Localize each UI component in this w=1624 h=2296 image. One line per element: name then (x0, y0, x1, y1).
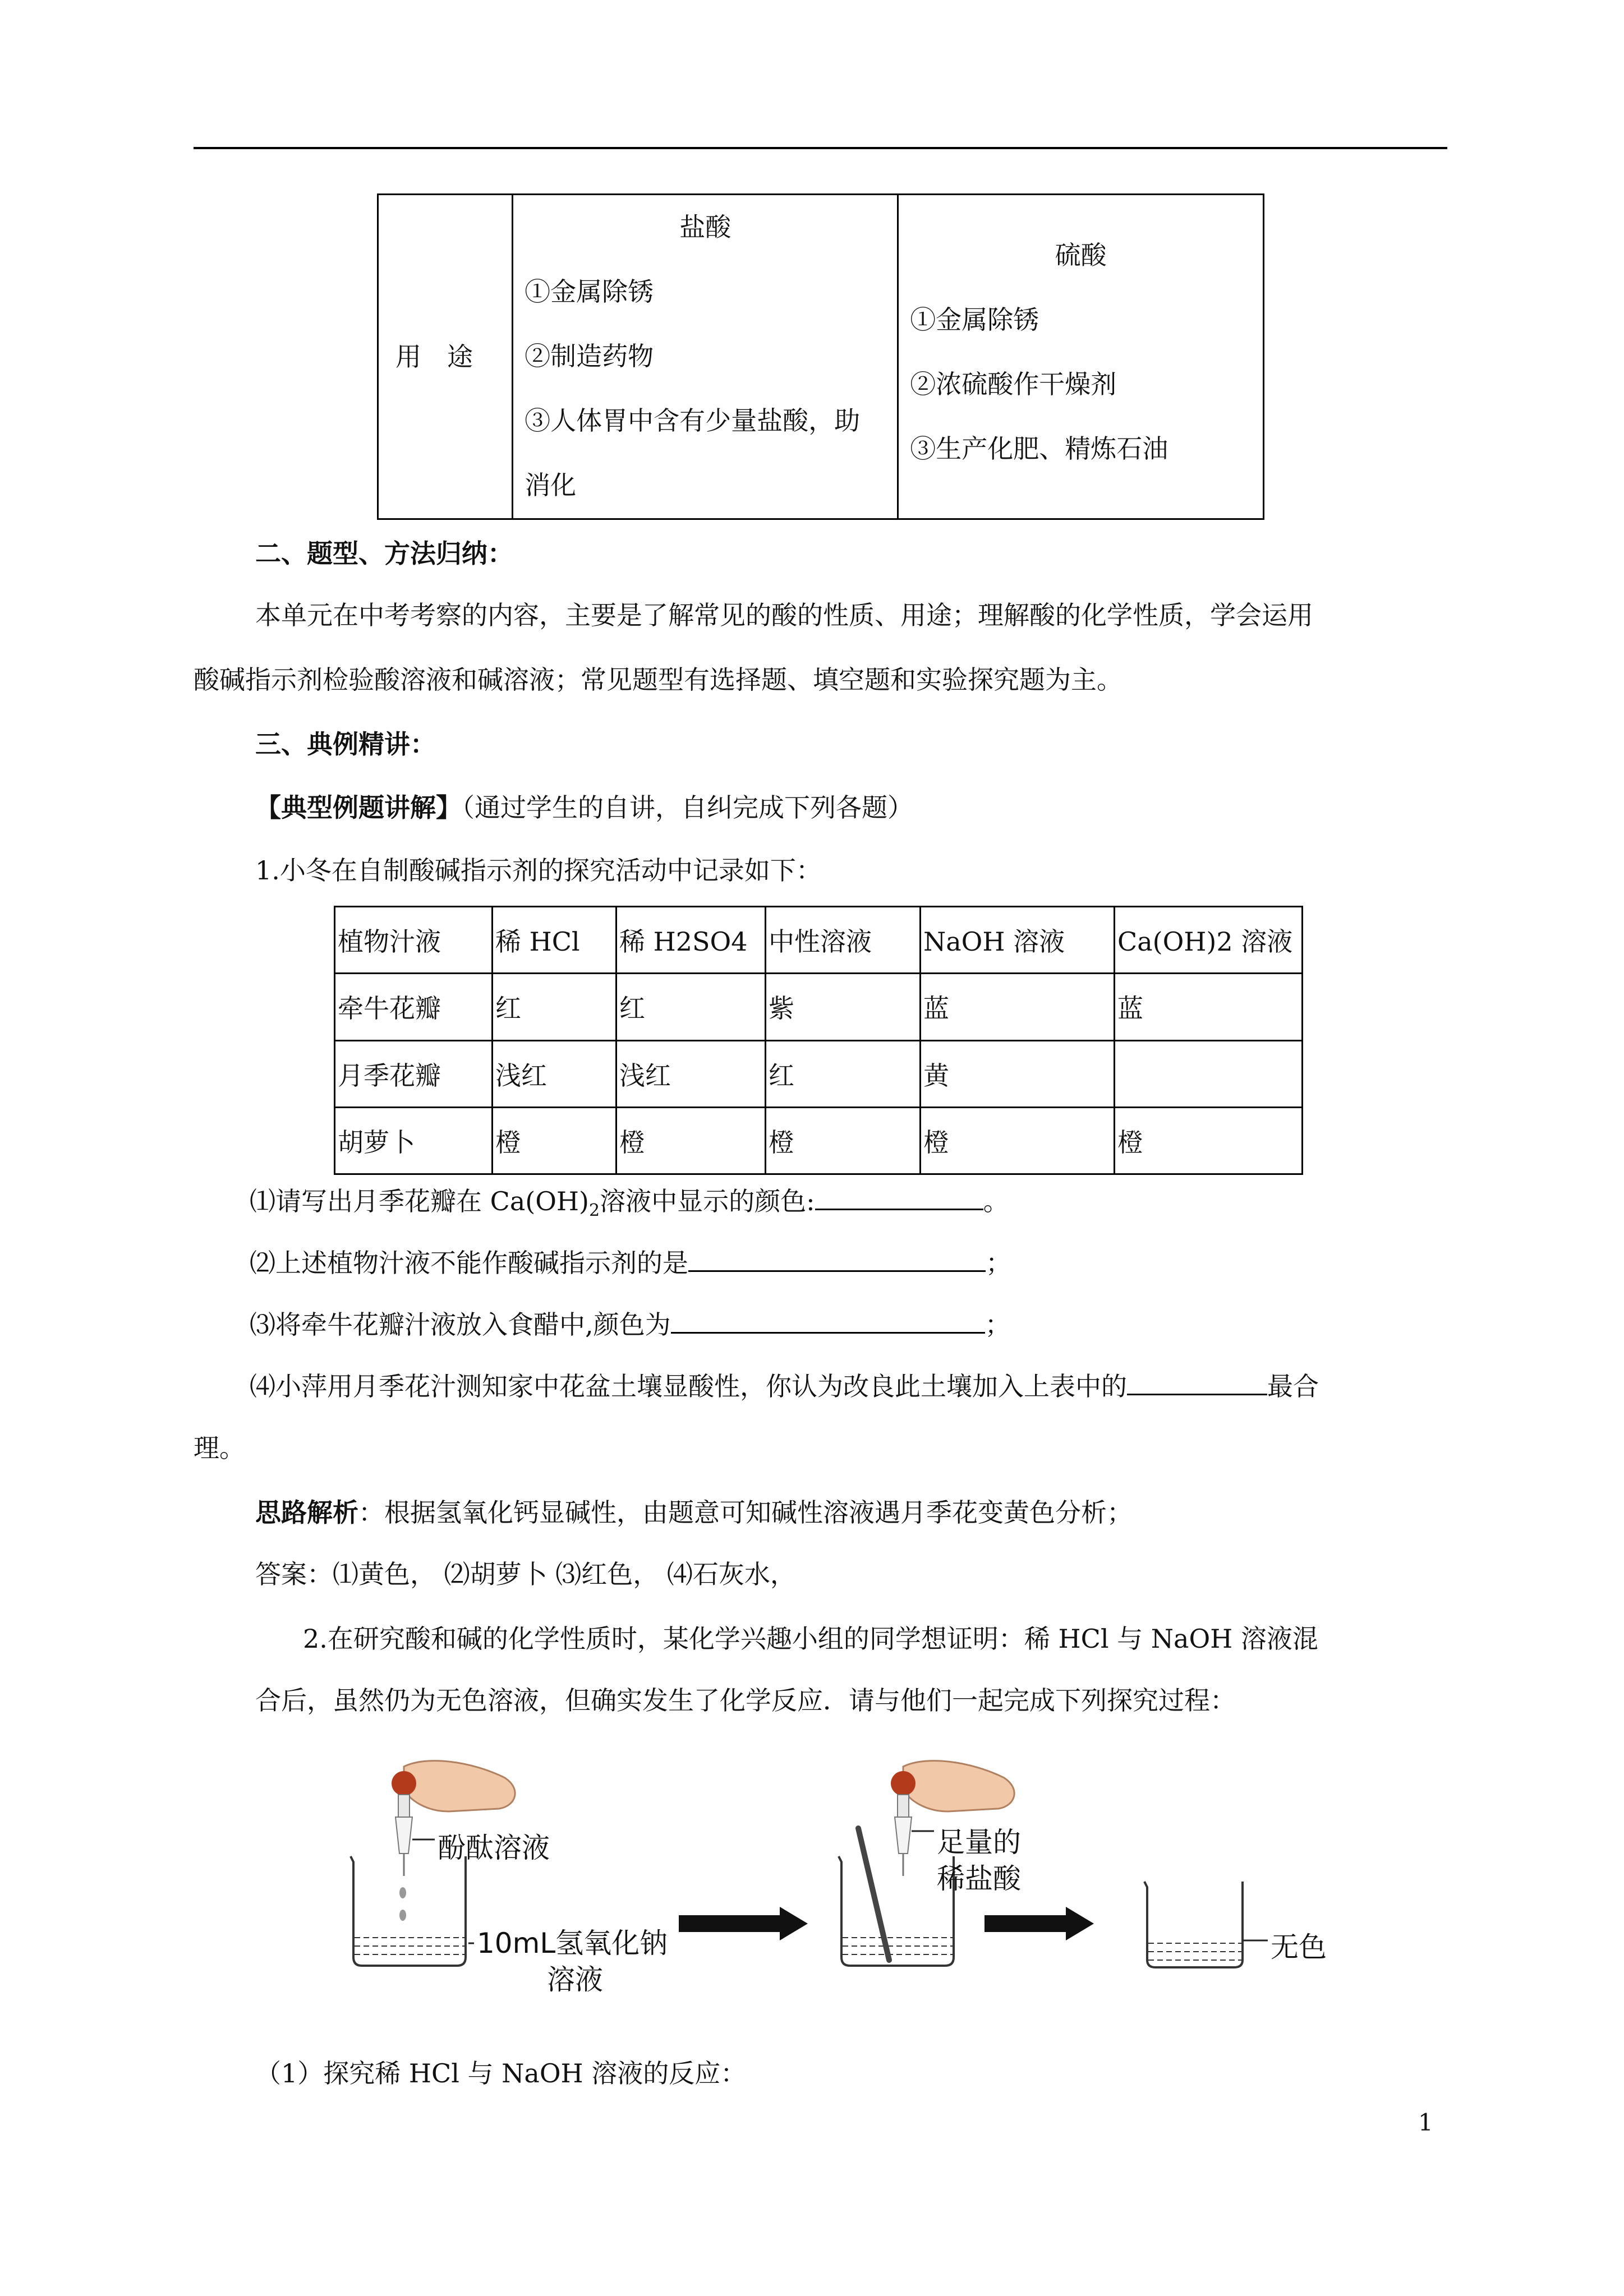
analysis-label: 思路解析 (255, 1497, 358, 1528)
analysis-text: ：根据氢氧化钙显碱性，由题意可知碱性溶液遇月季花变黄色分析； (358, 1497, 1133, 1528)
header-rule (194, 147, 1447, 149)
q1-sub1-text-b: 溶液中显示的颜色: (600, 1186, 815, 1216)
q1-sub1 (250, 1183, 1009, 1229)
q1-sub1-end: 。 (983, 1186, 1009, 1216)
h2so4-use-item: ②浓硫酸作干燥剂 (910, 369, 1117, 399)
section2-paragraph-line2: 酸碱指示剂检验酸溶液和碱溶液；常见题型有选择题、填空题和实验探究题为主。 (194, 665, 1122, 695)
table-cell (1115, 1040, 1303, 1107)
q1-sub2 (250, 1245, 1011, 1281)
h2so4-use-item: ③生产化肥、精炼石油 (910, 434, 1168, 464)
table-cell: 浅红 (617, 1040, 766, 1107)
table-header-cell: Ca(OH)2 溶液 (1115, 907, 1303, 974)
section2-paragraph-line1: 本单元在中考考察的内容，主要是了解常见的酸的性质、用途；理解酸的化学性质，学会运用 (255, 600, 1313, 630)
q1-answer: 答案：⑴黄色， ⑵胡萝卜 ⑶红色， ⑷石灰水， (255, 1559, 796, 1589)
table-cell: 橙 (766, 1107, 921, 1174)
table-header-cell: 中性溶液 (766, 907, 921, 974)
answer-blank[interactable] (671, 1310, 985, 1334)
table-header-cell: 稀 HCl (493, 907, 617, 974)
section2-heading: 二、题型、方法归纳： (255, 538, 513, 569)
hcl-title: 盐酸 (679, 212, 732, 242)
section3-heading: 三、典例精讲： (255, 729, 436, 759)
table-cell: 浅红 (493, 1040, 617, 1107)
h2so4-use-item: ①金属除锈 (910, 305, 1039, 335)
q1-analysis (255, 1495, 1133, 1530)
h2so4-title: 硫酸 (1055, 240, 1107, 270)
q1-sub1-subscript: 2 (588, 1201, 600, 1221)
label-naoh-line1: 10mL氢氧化钠 (477, 1927, 668, 1960)
arrow-icon (984, 1907, 1094, 1940)
q2-sub1: （1）探究稀 HCl 与 NaOH 溶液的反应： (255, 2058, 747, 2088)
table-cell: 橙 (921, 1107, 1115, 1174)
q1-sub3-end: ； (984, 1310, 1011, 1340)
hcl-use-item: ①金属除锈 (525, 276, 654, 307)
intro-rest: （通过学生的自讲，自纠完成下列各题） (462, 792, 913, 823)
table-header-cell: 稀 H2SO4 (617, 907, 766, 974)
table-row (378, 195, 1264, 519)
q2-stem-line2: 合后，虽然仍为无色溶液，但确实发生了化学反应．请与他们一起完成下列探究过程： (255, 1685, 1236, 1716)
answer-blank[interactable] (815, 1186, 983, 1210)
table-cell: 月季花瓣 (335, 1040, 493, 1107)
label-hcl-line1: 足量的 (937, 1826, 1021, 1859)
label-hcl-line2: 稀盐酸 (937, 1862, 1021, 1895)
beaker-1 (351, 1856, 466, 1966)
h2so4-uses-cell (898, 195, 1264, 519)
table-cell: 红 (766, 1040, 921, 1107)
page-number: 1 (1418, 2109, 1433, 2136)
table-cell: 蓝 (1115, 974, 1303, 1040)
table-cell: 橙 (1115, 1107, 1303, 1174)
label-colorless: 无色 (1271, 1931, 1327, 1963)
table-cell: 黄 (921, 1040, 1115, 1107)
q1-sub1-text-a: ⑴请写出月季花瓣在 Ca(OH) (250, 1186, 589, 1216)
table-cell: 红 (493, 974, 617, 1040)
experiment-figure (314, 1744, 1425, 2058)
q1-sub4-text-a: ⑷小萍用月季花汁测知家中花盆土壤显酸性，你认为改良此土壤加入上表中的 (250, 1371, 1127, 1401)
table-cell: 紫 (766, 974, 921, 1040)
table-header-row (335, 907, 1303, 974)
intro-bold: 【典型例题讲解】 (255, 792, 462, 823)
indicator-table (334, 906, 1303, 1175)
hcl-uses-cell (513, 195, 898, 519)
q1-sub2-text: ⑵上述植物汁液不能作酸碱指示剂的是 (250, 1248, 688, 1278)
table-cell: 牵牛花瓣 (335, 974, 493, 1040)
table-header-cell: 植物汁液 (335, 907, 493, 974)
label-phenolphthalein: 酚酞溶液 (438, 1832, 550, 1864)
answer-blank[interactable] (688, 1248, 986, 1272)
q1-sub3-text: ⑶将牵牛花瓣汁液放入食醋中,颜色为 (250, 1310, 671, 1340)
arrow-icon (679, 1907, 808, 1940)
q1-sub4 (250, 1368, 1319, 1404)
q1-sub4-cont: 理。 (194, 1433, 245, 1463)
q2-stem-line1: 2.在研究酸和碱的化学性质时，某化学兴趣小组的同学想证明：稀 HCl 与 NaOH 溶液混 (303, 1624, 1318, 1654)
hcl-use-item: 消化 (525, 470, 577, 500)
answer-blank[interactable] (1127, 1371, 1267, 1395)
q1-stem: 1.小冬在自制酸碱指示剂的探究活动中记录如下： (255, 855, 822, 886)
table-cell: 胡萝卜 (335, 1107, 493, 1174)
hcl-use-item: ③人体胃中含有少量盐酸，助 (525, 405, 861, 436)
section3-intro (255, 790, 913, 826)
table-cell: 红 (617, 974, 766, 1040)
table-row (335, 1040, 1303, 1107)
q1-sub3 (250, 1307, 1011, 1343)
label-naoh-line2: 溶液 (547, 1963, 603, 1996)
q1-sub4-text-b: 最合 (1267, 1371, 1319, 1401)
table-cell: 橙 (617, 1107, 766, 1174)
q1-sub2-end: ； (986, 1248, 1011, 1278)
table-cell: 蓝 (921, 974, 1115, 1040)
table-row (335, 1107, 1303, 1174)
table-cell: 橙 (493, 1107, 617, 1174)
uses-label: 用 途 (378, 195, 513, 519)
uses-table (377, 193, 1264, 520)
table-row (335, 974, 1303, 1040)
table-header-cell: NaOH 溶液 (921, 907, 1115, 974)
beaker-3 (1144, 1882, 1268, 1967)
hcl-use-item: ②制造药物 (525, 341, 654, 371)
